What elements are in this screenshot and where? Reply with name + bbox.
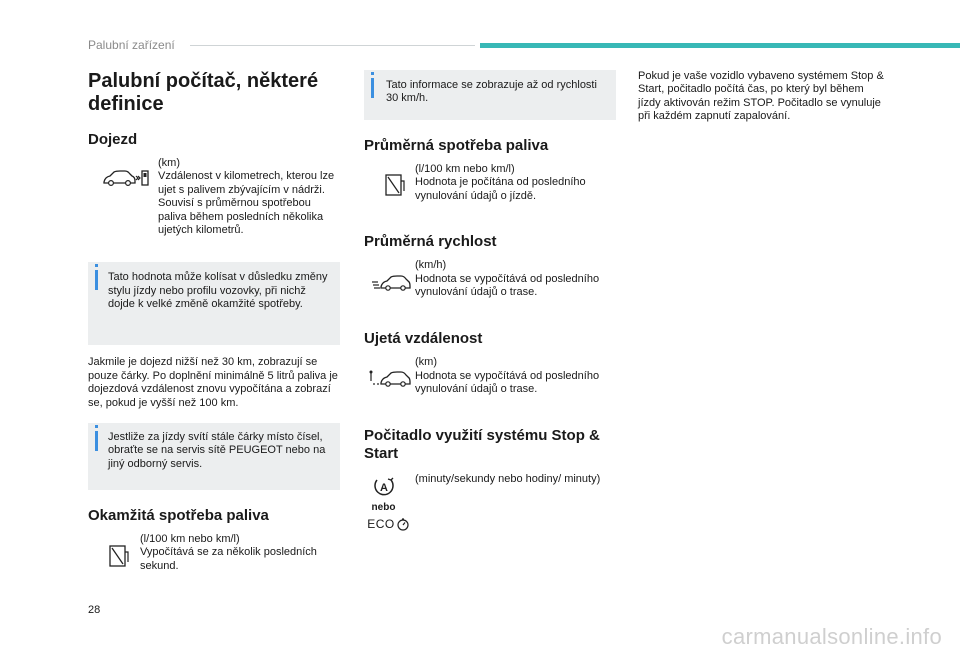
heading-stop-start: Počitadlo využití systému Stop & Start (364, 426, 600, 462)
average-speed-icon (364, 259, 415, 299)
definition-stop-start (364, 473, 616, 531)
fuel-average-icon (364, 163, 415, 203)
info-icon (95, 431, 98, 451)
nebo-label: nebo (371, 501, 396, 513)
info-note-dashes (88, 423, 340, 490)
info-note-speed (364, 70, 616, 120)
okamzita-unit: (l/100 km nebo km/l) (140, 533, 240, 546)
okamzita-desc: Vypočítává se za několik posledních sekund. (140, 546, 317, 572)
distance-icon (364, 356, 415, 396)
info-icon (95, 270, 98, 290)
info-icon (371, 78, 374, 98)
definition-prumerna-spotreba (364, 163, 616, 203)
ujeta-unit: (km) (415, 356, 437, 369)
prumerna-spotreba-unit: (l/100 km nebo km/l) (415, 163, 515, 175)
note-text: Tato informace se zobrazuje až od rychlosti 30 km/h. (386, 79, 597, 105)
definition-prumerna-rychlost (364, 259, 616, 299)
prumerna-rychlost-unit: (km/h) (415, 259, 447, 272)
page-number: 28 (88, 604, 101, 616)
column-middle (364, 66, 616, 531)
definition-okamzita (88, 533, 340, 573)
heading-okamzita: Okamžitá spotřeba paliva (88, 507, 269, 525)
watermark: carmanualsonline.info (721, 624, 942, 649)
stop-start-unit: (minuty/sekundy nebo hodiny/ minuty) (415, 472, 601, 485)
column-left (88, 66, 340, 573)
range-icon (88, 157, 158, 237)
svg-text:A: A (379, 481, 388, 494)
definition-dojezd (88, 157, 340, 237)
info-note-dojezd (88, 262, 340, 345)
heading-ujeta: Ujetá vzdálenost (364, 330, 483, 348)
dojezd-unit: (km) (158, 157, 180, 169)
eco-label: ECO (367, 516, 395, 531)
auto-stop-icon (372, 475, 396, 499)
prumerna-spotreba-desc: Hodnota je počítána od posledního vynulování údajů o jízdě. (415, 176, 586, 202)
paragraph-dojezd: Jakmile je dojezd nižší než 30 km, zobrazují se pouze čárky. Po doplnění minimálně 5 litrů paliva je dojezdová vzdálenost znovu vypočítána a zobrazí se, pokud je vyšší než 100 km. (88, 356, 338, 409)
definition-ujeta (364, 356, 616, 396)
note-text: Tato hodnota může kolísat v důsledku změny stylu jízdy nebo profilu vozovky, při nichž dojde k velké změně okamžité spotřeby. (108, 271, 328, 311)
eco-indicator (367, 517, 410, 531)
timer-icon (396, 517, 410, 531)
stop-start-text: Pokud je vaše vozidlo vybaveno systémem Stop & Start, počitadlo počítá čas, po který byl během jízdy aktivován režim STOP. Počitadlo se vynuluje při každém zapnutí zapalování. (638, 70, 884, 123)
stop-start-icons (364, 473, 415, 531)
heading-dojezd: Dojezd (88, 131, 138, 148)
dojezd-desc: Vzdálenost v kilometrech, kterou lze ujet s palivem zbývajícím v nádrži. Souvisí s průměrnou spotřebou paliva během posledních několika ujetých kilometrů. (158, 170, 335, 237)
header-rule (190, 45, 475, 46)
ujeta-desc: Hodnota se vypočítává od posledního vynulování údajů o trase. (415, 369, 600, 396)
header-accent-bar (480, 43, 960, 48)
section-header: Palubní zařízení (88, 38, 175, 52)
prumerna-rychlost-desc: Hodnota se vypočítává od posledního vynulování údajů o trase. (415, 272, 600, 299)
heading-prumerna-spotreba: Průměrná spotřeba paliva (364, 137, 549, 154)
column-right (638, 66, 898, 124)
page-title: Palubní počítač, některé definice (88, 70, 319, 115)
heading-prumerna-rychlost: Průměrná rychlost (364, 233, 497, 251)
fuel-consumption-icon (88, 533, 140, 573)
note-text: Jestliže za jízdy svítí stále čárky místo čísel, obraťte se na servis sítě PEUGEOT nebo na jiný odborný servis. (108, 431, 326, 470)
